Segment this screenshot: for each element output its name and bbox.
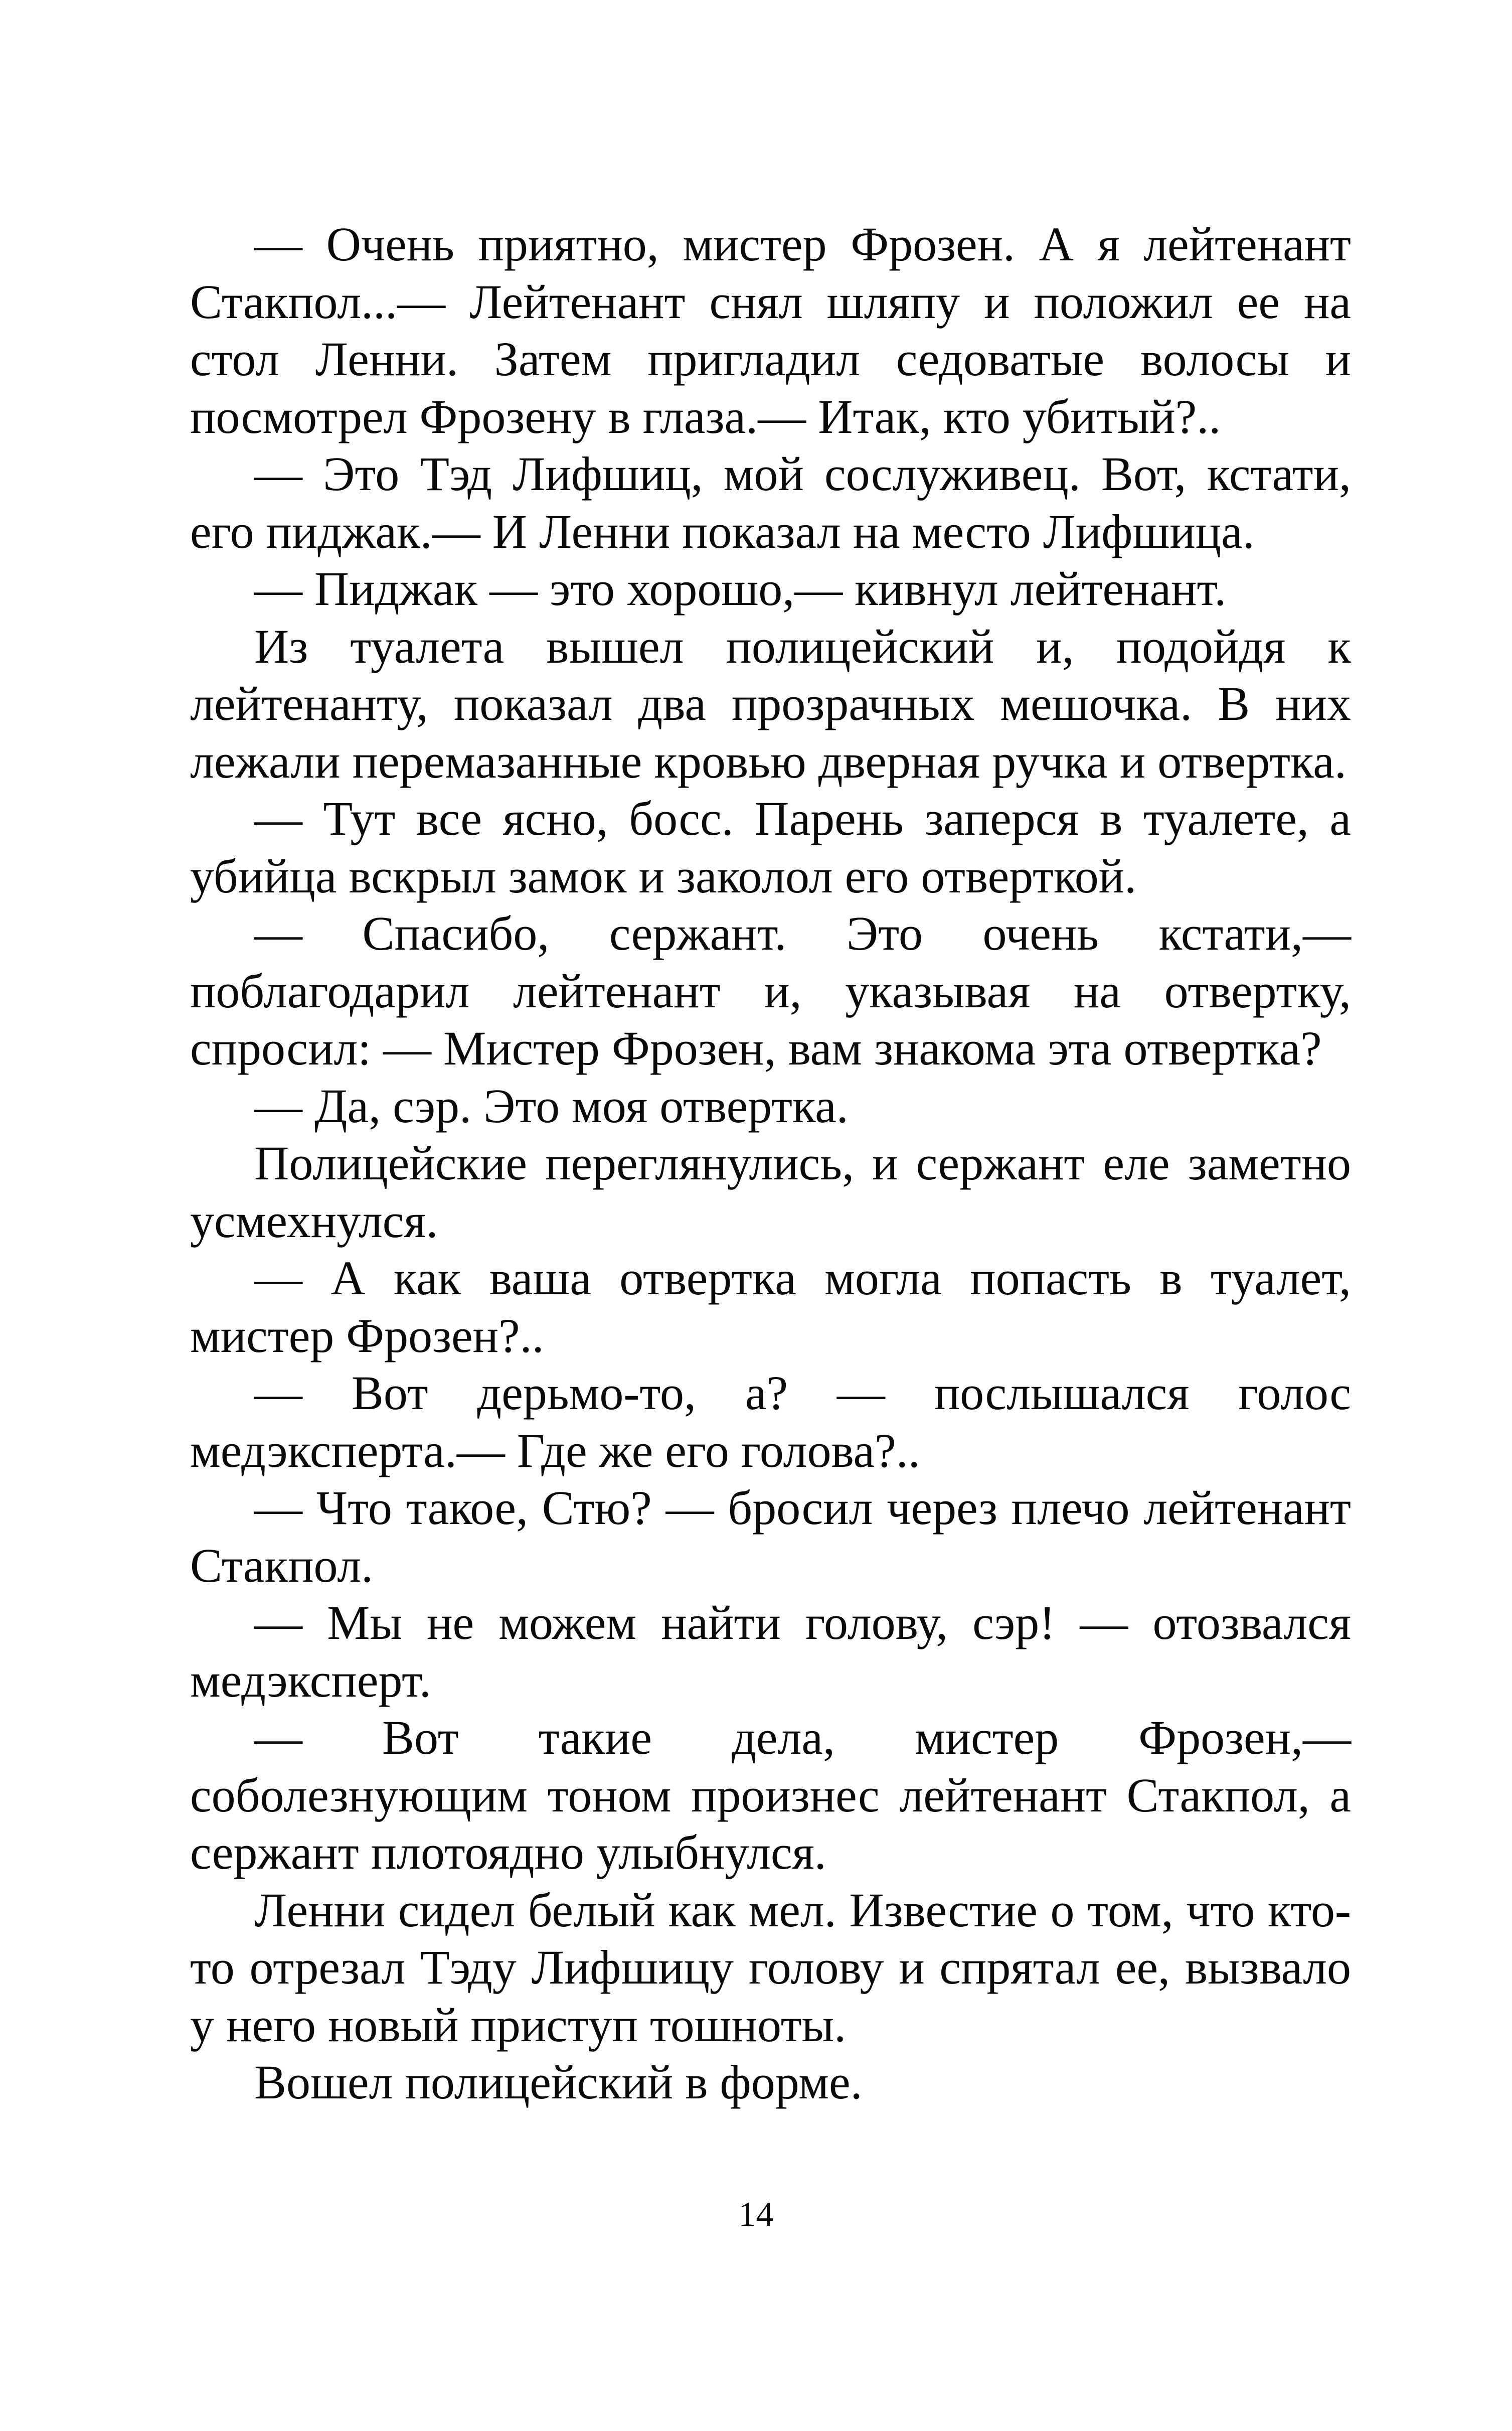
paragraph: — Вот такие дела, мистер Фрозен,— соболезнующим тоном произнес лейтенант Стакпол, а сержант плотоядно улыбнулся. [190, 1711, 1351, 1879]
paragraph: — Вот дерьмо-то, а? — послышался голос медэксперта.— Где же его голова?.. [190, 1366, 1351, 1477]
paragraph: Из туалета вышел полицейский и, подойдя к лейтенанту, показал два прозрачных мешочка. В них лежали перемазанные кровью дверная ручка и отвертка. [190, 619, 1351, 788]
paragraph: — Да, сэр. Это моя отвертка. [254, 1079, 849, 1133]
body-text [190, 216, 1351, 2111]
paragraph: Полицейские переглянулись, и сержант еле заметно усмехнулся. [190, 1136, 1351, 1248]
paragraph: Ленни сидел белый как мел. Известие о том, что кто-то отрезал Тэду Лифшицу голову и спрятал ее, вызвало у него новый приступ тошноты. [190, 1883, 1351, 2052]
paragraph: — Мы не можем найти голову, сэр! — отозвался медэксперт. [190, 1596, 1351, 1707]
paragraph: — А как ваша отвертка могла попасть в туалет, мистер Фрозен?.. [190, 1251, 1351, 1362]
paragraph: — Это Тэд Лифшиц, мой сослуживец. Вот, кстати, его пиджак.— И Ленни показал на место Лифшица. [190, 447, 1351, 558]
paragraph: — Очень приятно, мистер Фрозен. А я лейтенант Стакпол...— Лейтенант снял шляпу и положил ее на стол Ленни. Затем пригладил седоватые волосы и посмотрел Фрозену в глаза.— Итак, кто убитый?.. [190, 217, 1351, 443]
paragraph: — Пиджак — это хорошо,— кивнул лейтенант. [254, 562, 1227, 616]
paragraph: — Что такое, Стю? — бросил через плечо лейтенант Стакпол. [190, 1481, 1351, 1592]
paragraph: Вошел полицейский в форме. [254, 2055, 863, 2109]
paragraph: — Тут все ясно, босс. Парень заперся в туалете, а убийца вскрыл замок и заколол его отверткой. [190, 792, 1351, 903]
page-number: 14 [738, 2195, 774, 2234]
paragraph: — Спасибо, сержант. Это очень кстати,— поблагодарил лейтенант и, указывая на отвертку, спросил: — Мистер Фрозен, вам знакома эта отвертка? [190, 906, 1351, 1075]
